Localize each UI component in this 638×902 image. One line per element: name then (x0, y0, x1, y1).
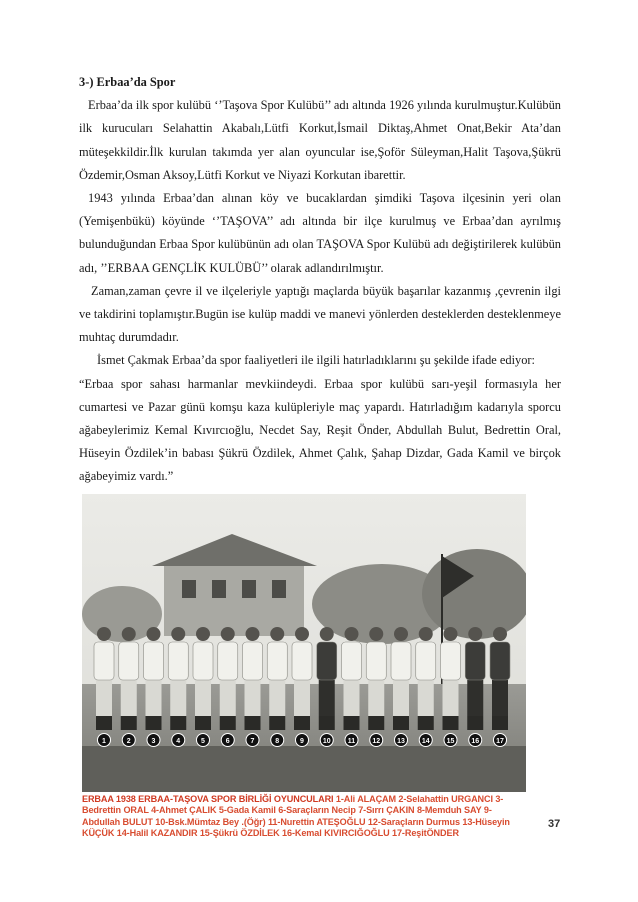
player-figure (267, 627, 287, 730)
player-figure (218, 627, 238, 730)
player-figure (416, 627, 436, 730)
paragraph-renaming: 1943 yılında Erbaa’dan alınan köy ve bucaklardan şimdiki Taşova ilçesinin yeri olan (Yemişenbükü) köyünde ‘’TAŞOVA’’ adı altında bir ilçe kurulmuş ve Erbaa’dan ayrılmış bulunduğundan Erbaa Spor kulübünün adı olan TAŞOVA Spor Kulübü adı değiştirilerek kulübün adı, ’’ERBAA GENÇLİK KULÜBÜ’’ olarak adlandırılmıştır. (79, 191, 561, 275)
player-number-label: 4 (176, 738, 181, 745)
player-number-badge (98, 734, 111, 747)
body-text (79, 71, 561, 489)
player-figure (366, 627, 386, 730)
player-figure (465, 627, 485, 730)
player-figure (144, 627, 164, 730)
player-number-label: 5 (201, 738, 205, 745)
player-number-badge (147, 734, 160, 747)
section-heading: 3-) Erbaa’da Spor (79, 75, 176, 89)
building-window (242, 580, 256, 598)
player-figure (490, 627, 510, 730)
page-number: 37 (548, 818, 561, 830)
player-number-badge (122, 734, 135, 747)
player-number-badge (469, 734, 482, 747)
paragraph-founding: Erbaa’da ilk spor kulübü ‘’Taşova Spor Kulübü’’ adı altında 1926 yılında kurulmuştur.Kulübün ilk kurucuları Selahattin Akabalı,Lütfi Korkut,İsmail Diktaş,Ahmet Onat,Bekir Ata’dan müteşekkildir.İlk kurulan takımda yer alan oyuncular ise,Şoför Süleyman,Halit Taşova,Şükrü Özdemir,Osman Aksoy,Lütfi Korkut ve Niyazi Korkutan ibarettir. (79, 98, 561, 182)
player-number-badge (172, 734, 185, 747)
player-figure (168, 627, 188, 730)
player-figure (119, 627, 139, 730)
player-number-label: 17 (496, 738, 504, 745)
player-number-label: 10 (322, 738, 331, 745)
player-number-badge (419, 734, 432, 747)
player-number-badge (221, 734, 234, 747)
player-number-label: 13 (397, 738, 405, 745)
paragraph-quote: “Erbaa spor sahası harmanlar mevkiindeydi. Erbaa spor kulübü sarı-yeşil formasıyla her cumartesi ve Pazar günü komşu kaza kulüpleriyle maç yapardı. Hatırladığım kadarıyla sporcu ağabeylerimiz Kemal Kıvırcıoğlu, Necdet Say, Reşit Önder, Abdullah Bulut, Bedrettin Oral, Hüseyin Özdilek’in babası Şükrü Özdilek, Ahmet Çalık, Şahap Dizdar, Gada Kamil ve birçok ağabeyimiz vardı.” (79, 376, 561, 484)
player-number-badge (197, 734, 210, 747)
caption-title: ERBAA 1938 ERBAA-TAŞOVA SPOR BİRLİĞİ OYUNCULARI (82, 794, 334, 804)
player-number-badge (271, 734, 284, 747)
player-number-badge (395, 734, 408, 747)
paragraph-recollection-intro: İsmet Çakmak Erbaa’da spor faaliyetleri ile ilgili hatırladıklarını şu şekilde ifade ediyor: (97, 353, 535, 368)
player-number-label: 3 (151, 738, 156, 745)
player-number-label: 16 (471, 738, 480, 745)
team-photo (82, 494, 526, 792)
building-window (182, 580, 196, 598)
building-window (272, 580, 286, 598)
player-number-badge (296, 734, 309, 747)
player-figure (391, 627, 411, 730)
player-figure (292, 627, 312, 730)
player-number-badge (494, 734, 507, 747)
player-figure (243, 627, 263, 730)
player-number-label: 8 (275, 738, 280, 745)
building-wall (164, 566, 304, 636)
player-number-label: 14 (421, 738, 430, 745)
player-number-label: 15 (446, 738, 455, 745)
team-photo-illustration (82, 494, 526, 792)
player-number-label: 1 (102, 738, 106, 745)
player-figure (94, 627, 114, 730)
player-figure (317, 627, 337, 730)
player-number-label: 6 (225, 738, 230, 745)
photo-ground-shadow (82, 746, 526, 792)
paragraph-successes: Zaman,zaman çevre il ve ilçeleriyle yaptığı maçlarda büyük başarılar kazanmış ,çevrenin ilgi ve takdirini toplamıştır.Bugün ise kulüp maddi ve manevi yönlerden desteklerden desteklenmeye muhtaç durumdadır. (79, 283, 561, 345)
player-figure (342, 627, 362, 730)
player-figure (441, 627, 461, 730)
player-number-label: 9 (300, 738, 304, 745)
player-number-badge (345, 734, 358, 747)
player-number-label: 12 (372, 738, 381, 745)
players-group (94, 627, 510, 730)
player-figure (193, 627, 213, 730)
player-number-label: 11 (347, 738, 356, 745)
player-number-badge (246, 734, 259, 747)
player-number-label: 2 (126, 738, 131, 745)
player-number-label: 7 (250, 738, 255, 745)
building-window (212, 580, 226, 598)
caption-names: 1-Ali ALAÇAM 2-Selahattin URGANCI 3-Bedrettin ORAL 4-Ahmet ÇALIK 5-Gada Kamil 6-Saraçların Necip 7-Sırrı ÇAKIN 8-Memduh SAY 9-Abdullah BULUT 10-Bsk.Mümtaz Bey .(Öğr) 11-Nurettin ATEŞOĞLU 12-Saraçların Durmus 13-Hüseyin KÜÇÜK 14-Halil KAZANDIR 15-Şükrü ÖZDİLEK 16-Kemal KIVIRCIĞOĞLU 17-ReşitÖNDER (82, 794, 510, 839)
player-number-badge (320, 734, 333, 747)
photo-caption (82, 794, 527, 840)
player-number-badge (444, 734, 457, 747)
player-number-badge (370, 734, 383, 747)
